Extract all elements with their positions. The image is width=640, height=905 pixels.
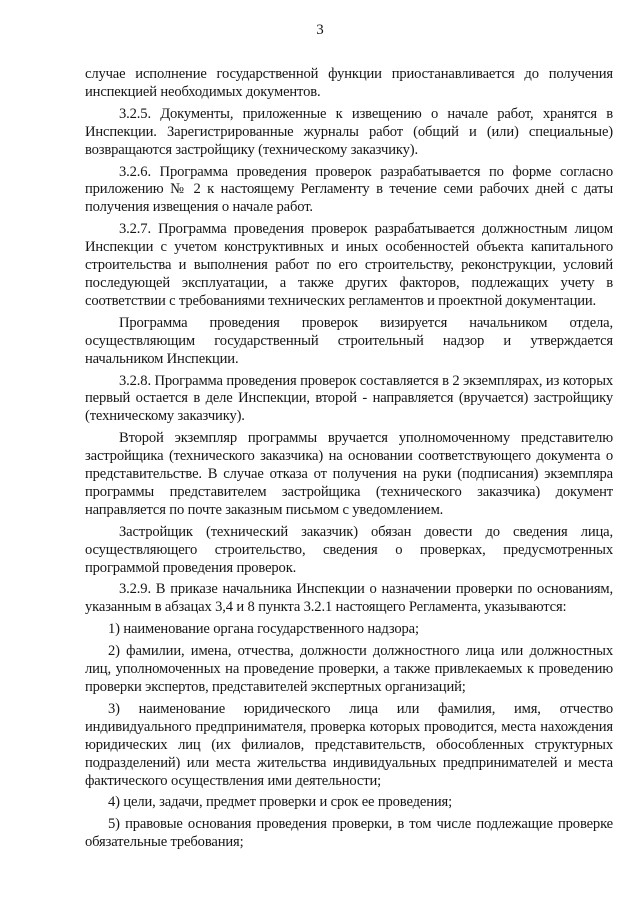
paragraph-3-2-8: 3.2.8. Программа проведения проверок составляется в 2 экземплярах, из которых первый остается в деле Инспекции, второй - направляется (вручается) застройщику (техническому заказчику). (85, 372, 613, 425)
document-body (85, 66, 613, 852)
page-number: 3 (316, 22, 324, 38)
paragraph-program-approval: Программа проведения проверок визируется начальником отдела, осуществляющим государственный строительный надзор и утверждается начальником Инспекции. (85, 314, 613, 367)
paragraph-3-2-9: 3.2.9. В приказе начальника Инспекции о назначении проверки по основаниям, указанным в абзацах 3,4 и 8 пункта 3.2.1 настоящего Регламента, указываются: (85, 581, 613, 616)
list-item-1: 1) наименование органа государственного надзора; (108, 621, 419, 638)
paragraph-second-copy: Второй экземпляр программы вручается уполномоченному представителю застройщика (технического заказчика) на основании соответствующего документа о представительстве. В случае отказа от получения на руки (подписания) экземпляра программы представителем застройщика (технического заказчика) документ направляется по почте заказным письмом с уведомлением. (85, 430, 613, 518)
paragraph-3-2-7: 3.2.7. Программа проведения проверок разрабатывается должностным лицом Инспекции с учетом конструктивных и иных особенностей объекта капитального строительства и выполнения работ по его строительству, реконструкции, условий последующей эксплуатации, а также других факторов, подлежащих учету в соответствии с требованиями технических регламентов и проектной документации. (85, 221, 613, 309)
paragraph-3-2-5: 3.2.5. Документы, приложенные к извещению о начале работ, хранятся в Инспекции. Зарегистрированные журналы работ (общий и (или) специальные) возвращаются застройщику (техническому заказчику). (85, 105, 613, 158)
paragraph-continuation: случае исполнение государственной функции приостанавливается до получения инспекцией необходимых документов. (85, 66, 613, 100)
list-item-4: 4) цели, задачи, предмет проверки и срок ее проведения; (108, 794, 452, 811)
list-item-3: 3) наименование юридического лица или фамилия, имя, отчество индивидуального предпринимателя, проверка которых проводится, места нахождения юридических лиц (их филиалов, представительств, обособленных структурных подразделений) или места жительства индивидуальных предпринимателей и места фактического осуществления ими деятельности; (85, 700, 613, 789)
list-item-2: 2) фамилии, имена, отчества, должности должностного лица или должностных лиц, уполномоченных на проведение проверки, а также привлекаемых к проведению проверки экспертов, представителей экспертных организаций; (85, 643, 613, 695)
paragraph-3-2-6: 3.2.6. Программа проведения проверок разрабатывается по форме согласно приложению № 2 к настоящему Регламенту в течение семи рабочих дней с даты получения извещения о начале работ. (85, 163, 613, 216)
list-item-5: 5) правовые основания проведения проверки, в том числе подлежащие проверке обязательные требования; (85, 816, 613, 851)
paragraph-developer-obligation: Застройщик (технический заказчик) обязан довести до сведения лица, осуществляющего строительство, сведения о проверках, предусмотренных программой проведения проверок. (85, 523, 613, 576)
